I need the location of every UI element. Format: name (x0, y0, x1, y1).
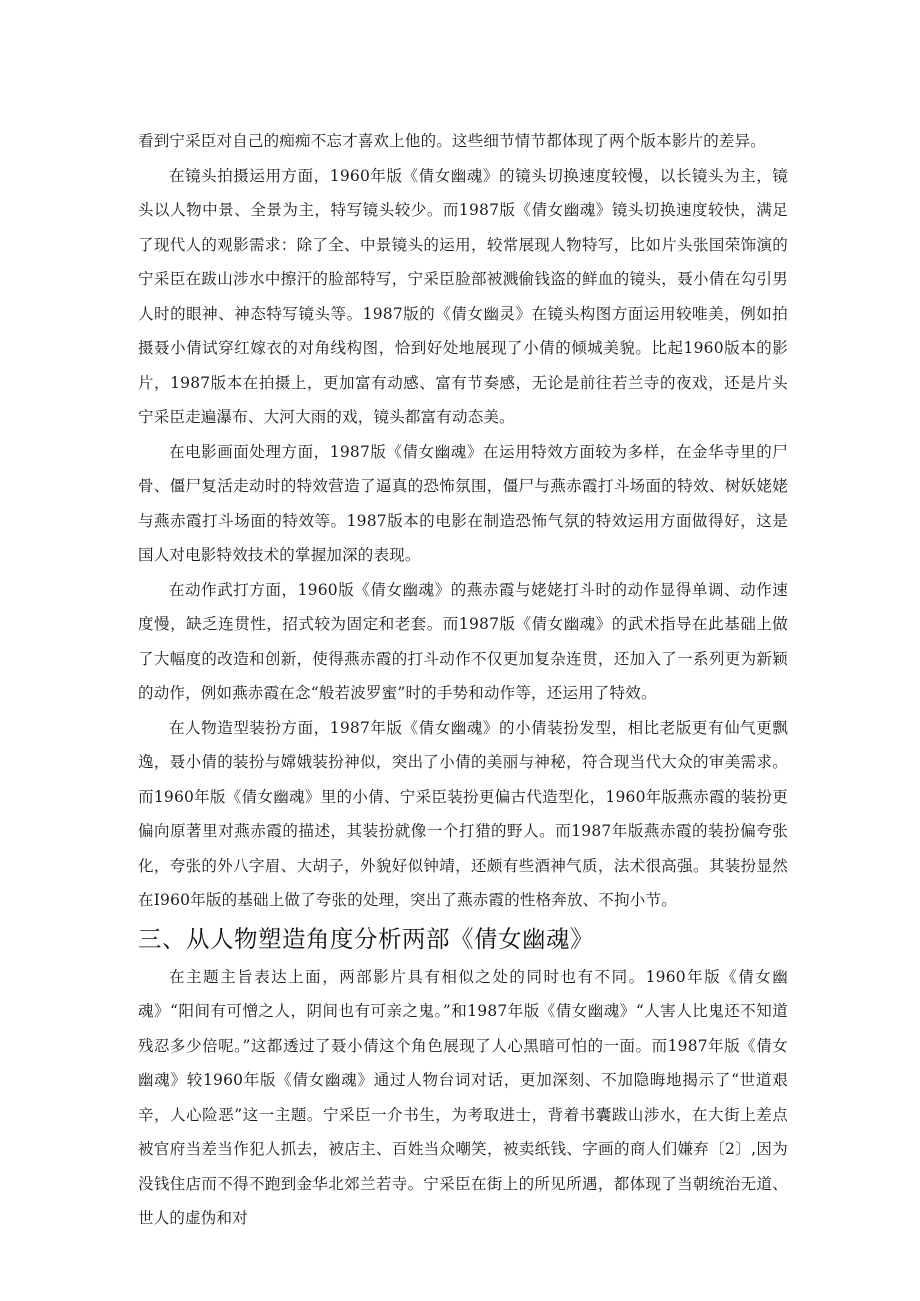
paragraph-camera-work: 在镜头拍摄运用方面，1960年版《倩女幽魂》的镜头切换速度较慢，以长镜头为主，镜头以人物中景、全景为主，特写镜头较少。而1987版《倩女幽魂》镜头切换速度较快，满足了现代人的观影需求：除了全、中景镜头的运用，较常展现人物特写，比如片头张国荣饰演的宁采臣在跋山涉水中擦汗的脸部特写，宁采臣脸部被溅偷钱盗的鲜血的镜头，聂小倩在勾引男人时的眼神、神态特写镜头等。1987版的《倩女幽灵》在镜头构图方面运用较唯美，例如拍摄聂小倩试穿红嫁衣的对角线构图，恰到好处地展现了小倩的倾城美貌。比起1960版本的影片，1987版本在拍摄上，更加富有动感、富有节奏感，无论是前往若兰寺的夜戏，还是片头宁采臣走遍瀑布、大河大雨的戏，镜头都富有动态美。 (138, 166, 788, 426)
paragraph-costume-styling: 在人物造型装扮方面，1987年版《倩女幽魂》的小倩装扮发型，相比老版更有仙气更飘逸，聂小倩的装扮与嫦娥装扮神似，突出了小倩的美丽与神秘，符合现当代大众的审美需求。而1960年版《倩女幽魂》里的小倩、宁采臣装扮更偏古代造型化，1960年版燕赤霞的装扮更偏向原著里对燕赤霞的描述，其装扮就像一个打猎的野人。而1987年版燕赤霞的装扮偏夸张化，夸张的外八字眉、大胡子，外貌好似钟靖，还颇有些酒神气质，法术很高强。其装扮显然在I960年版的基础上做了夸张的处理，突出了燕赤霞的性格奔放、不拘小节。 (138, 718, 788, 909)
section-heading: 三、从人物塑造角度分析两部《倩女幽魂》 (138, 924, 594, 953)
paragraph-visual-effects: 在电影画面处理方面，1987版《倩女幽魂》在运用特效方面较为多样，在金华寺里的尸骨、僵尸复活走动时的特效营造了逼真的恐怖氛围，僵尸与燕赤霞打斗场面的特效、树妖姥姥与燕赤霞打斗场面的特效等。1987版本的电影在制造恐怖气氛的特效运用方面做得好，这是国人对电影特效技术的掌握加深的表现。 (138, 442, 788, 564)
paragraph-action-scenes: 在动作武打方面，1960版《倩女幽魂》的燕赤霞与姥姥打斗时的动作显得单调、动作速度慢，缺乏连贯性，招式较为固定和老套。而1987版《倩女幽魂》的武术指导在此基础上做了大幅度的改造和创新，使得燕赤霞的打斗动作不仅更加复杂连贯，还加入了一系列更为新颖的动作，例如燕赤霞在念“般若波罗蜜”时的手势和动作等，还运用了特效。 (138, 580, 788, 702)
paragraph-continuation: 看到宁采臣对自己的痴痴不忘才喜欢上他的。这些细节情节都体现了两个版本影片的差异。 (138, 132, 767, 150)
paragraph-theme: 在主题主旨表达上面，两部影片具有相似之处的同时也有不同。1960年版《倩女幽魂》“阳间有可憎之人，阴间也有可亲之鬼。”和1987年版《倩女幽魂》“人害人比鬼还不知道残忍多少倍呢。”这都透过了聂小倩这个角色展现了人心黑暗可怕的一面。而1987年版《倩女幽魂》较1960年版《倩女幽魂》通过人物台词对话，更加深刻、不加隐晦地揭示了“世道艰辛，人心险恶”这一主题。宁采臣一介书生，为考取进士，背着书囊跋山涉水，在大街上差点被官府当差当作犯人抓去，被店主、百姓当众嘲笑，被卖纸钱、字画的商人们嫌弃〔2〕,因为没钱住店而不得不跑到金华北郊兰若寺。宁采臣在街上的所见所遇，都体现了当朝统治无道、世人的虚伪和对 (138, 967, 788, 1227)
document-page (138, 124, 788, 1236)
